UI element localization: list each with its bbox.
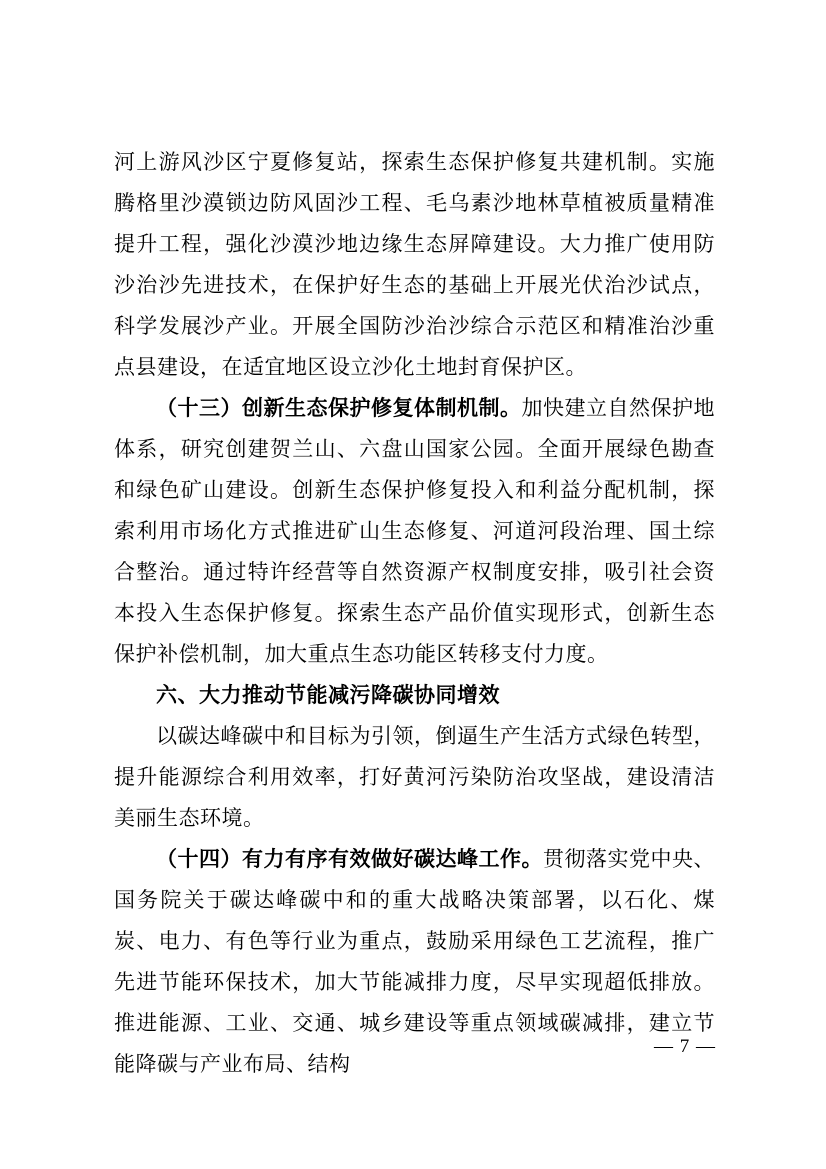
- bold-lead-text: （十四）有力有序有效做好碳达峰工作。: [156, 848, 543, 871]
- paragraph-text: 贯彻落实党中央、国务院关于碳达峰碳中和的重大战略决策部署，以石化、煤炭、电力、有色等行业为重点，鼓励采用绿色工艺流程，推广先进节能环保技术，加大节能减排力度，尽早实现超低排放。推进能源、工业、交通、城乡建设等重点领域碳减排，建立节能降碳与产业布局、结构: [114, 847, 715, 1076]
- paragraph-item-14: [114, 839, 715, 1085]
- paragraph-text: 加快建立自然保护地体系，研究创建贺兰山、六盘山国家公园。全面开展绿色勘查和绿色矿山建设。创新生态保护修复投入和利益分配机制，探索利用市场化方式推进矿山生态修复、河道河段治理、国土综合整治。通过特许经营等自然资源产权制度安排，吸引社会资本投入生态保护修复。探索生态产品价值实现形式，创新生态保护补偿机制，加大重点生态功能区转移支付力度。: [114, 396, 715, 666]
- bold-lead-text: （十三）创新生态保护修复体制机制。: [156, 397, 522, 420]
- document-body: [114, 142, 715, 1085]
- paragraph-continuation-desertification: [114, 142, 715, 388]
- paragraph-item-13: [114, 388, 715, 675]
- paragraph-text: 以碳达峰碳中和目标为引领，倒逼生产生活方式绿色转型，提升能源综合利用效率，打好黄河污染防治攻坚战，建设清洁美丽生态环境。: [114, 724, 715, 830]
- paragraph-text: 河上游风沙区宁夏修复站，探索生态保护修复共建机制。实施腾格里沙漠锁边防风固沙工程、毛乌素沙地林草植被质量精准提升工程，强化沙漠沙地边缘生态屏障建设。大力推广使用防沙治沙先进技术，在保护好生态的基础上开展光伏治沙试点，科学发展沙产业。开展全国防沙治沙综合示范区和精准治沙重点县建设，在适宜地区设立沙化土地封育保护区。: [114, 150, 715, 379]
- section-heading-text: 六、大力推动节能减污降碳协同增效: [156, 684, 500, 707]
- section-heading-6: [114, 675, 715, 716]
- paragraph-section-6-intro: [114, 716, 715, 839]
- page-number: — 7 —: [654, 1036, 716, 1057]
